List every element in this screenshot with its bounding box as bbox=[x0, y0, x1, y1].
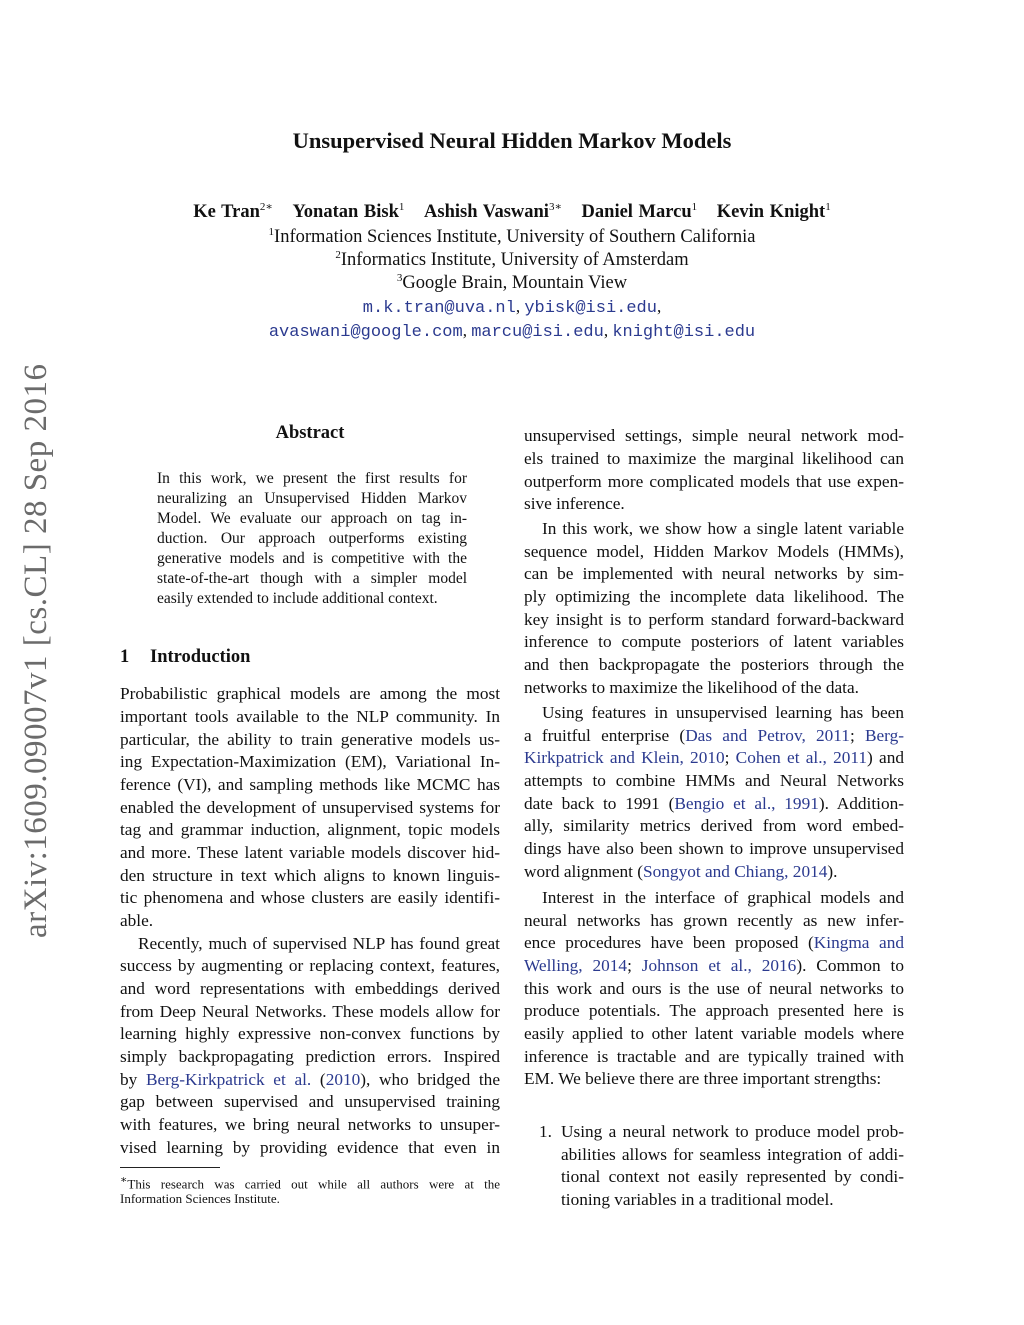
email-link[interactable]: m.k.tran@uva.nl bbox=[362, 299, 516, 318]
text-line: and more. These latent variable models discover hid- bbox=[120, 843, 500, 862]
author: Ke Tran$^{2∗}$ bbox=[193, 201, 273, 223]
text-line: by Berg-Kirkpatrick et al. (2010), who bridged the bbox=[120, 1070, 500, 1089]
text-line: and word representations with embeddings derived bbox=[120, 979, 500, 998]
list-number: 1. bbox=[539, 1122, 552, 1141]
text-line: simply backpropagating prediction errors. Inspired bbox=[120, 1047, 500, 1066]
text-line: a fruitful enterprise (Das and Petrov, 2011; Berg- bbox=[524, 726, 905, 745]
email-line: avaswani@google.com, marcu@isi.edu, knight@isi.edu bbox=[268, 321, 756, 342]
text-line: tag and grammar induction, alignment, topic models bbox=[120, 820, 500, 839]
footnote: ∗This research was carried out while all authors were at the bbox=[120, 1174, 500, 1192]
text-line: duction. Our approach outperforms existing bbox=[157, 530, 467, 547]
citation-link[interactable]: Bengio et al., 1991 bbox=[674, 794, 819, 813]
text-line: ference (VI), and sampling methods like MCMC has bbox=[120, 775, 500, 794]
footnote: Information Sciences Institute. bbox=[120, 1191, 280, 1206]
text-line: attempts to combine HMMs and Neural Networks bbox=[524, 771, 904, 790]
affiliation: $^3$Google Brain, Mountain View bbox=[396, 272, 628, 294]
text-line: with features, we bring neural networks to unsuper- bbox=[120, 1115, 500, 1134]
text-line: unsupervised settings, simple neural network mod- bbox=[524, 426, 904, 445]
text-line: vised learning by providing evidence that even in bbox=[120, 1138, 500, 1157]
citation-link[interactable]: Cohen et al., 2011 bbox=[735, 748, 868, 767]
text-line: Recently, much of supervised NLP has found great bbox=[138, 934, 500, 953]
text-line: key insight is to perform standard forward-backward bbox=[524, 610, 904, 629]
text-line: word alignment (Songyot and Chiang, 2014). bbox=[524, 862, 838, 881]
text-line: sive inference. bbox=[524, 494, 625, 513]
text-line: EM. We believe there are three important strengths: bbox=[524, 1069, 882, 1088]
text-line: and then backpropagate the posteriors through the bbox=[524, 655, 904, 674]
text-line: able. bbox=[120, 911, 154, 930]
text-line: ply optimizing the incomplete data likelihood. The bbox=[524, 587, 904, 606]
text-line: neural networks has grown recently as new infer- bbox=[524, 911, 904, 930]
author: Kevin Knight$^1$ bbox=[716, 201, 831, 223]
text-line: easily applied to other latent variable models where bbox=[524, 1024, 904, 1043]
text-line: dings have also been shown to improve unsupervised bbox=[524, 839, 904, 858]
text-line: success by augmenting or replacing context, features, bbox=[120, 956, 500, 975]
text-line: Using features in unsupervised learning has been bbox=[542, 703, 904, 722]
text-line: date back to 1991 (Bengio et al., 1991). Addition- bbox=[524, 794, 904, 813]
email-link[interactable]: knight@isi.edu bbox=[612, 323, 756, 342]
author: Yonatan Bisk$^1$ bbox=[292, 201, 405, 223]
text-line: Welling, 2014; Johnson et al., 2016). Common to bbox=[524, 956, 904, 975]
author: Daniel Marcu$^1$ bbox=[581, 201, 698, 223]
text-line: ing Expectation-Maximization (EM), Variational In- bbox=[120, 752, 500, 771]
list-item-line: abilities allows for seamless integration of addi- bbox=[561, 1145, 904, 1164]
citation-link[interactable]: Das and Petrov, 2011 bbox=[685, 726, 850, 745]
text-line: networks to maximize the likelihood of the data. bbox=[524, 678, 859, 697]
text-line: Kirkpatrick and Klein, 2010; Cohen et al., 2011) and bbox=[524, 748, 904, 767]
text-line: this work and ours is the use of neural networks to bbox=[524, 979, 904, 998]
text-line: els trained to maximize the marginal likelihood can bbox=[524, 449, 904, 468]
affiliation: $^2$Informatics Institute, University of Amsterdam bbox=[335, 249, 689, 271]
paper-title: Unsupervised Neural Hidden Markov Models bbox=[292, 128, 732, 153]
text-line: inference is tractable and are typically trained with bbox=[524, 1047, 904, 1066]
text-line: Probabilistic graphical models are among the most bbox=[120, 684, 500, 703]
text-line: generative models and is competitive with the bbox=[157, 550, 467, 567]
text-line: tic phenomena and whose clusters are easily identifi- bbox=[120, 888, 500, 907]
text-line: gap between supervised and unsupervised training bbox=[120, 1092, 500, 1111]
text-line: ence procedures have been proposed (Kingma and bbox=[524, 933, 904, 952]
text-line: neuralizing an Unsupervised Hidden Markov bbox=[157, 490, 467, 507]
text-line: den structure in text which aligns to known linguis- bbox=[120, 866, 500, 885]
email-link[interactable]: marcu@isi.edu bbox=[471, 323, 604, 342]
section-title: Introduction bbox=[150, 647, 251, 667]
text-line: easily extended to include additional context. bbox=[157, 590, 438, 607]
list-item-line: Using a neural network to produce model prob- bbox=[561, 1122, 904, 1141]
citation-link[interactable]: Berg- bbox=[864, 726, 905, 745]
author-list bbox=[0, 200, 1024, 223]
citation-link[interactable]: Welling, 2014 bbox=[524, 956, 628, 975]
citation-link[interactable]: Kingma and bbox=[813, 933, 904, 952]
text-line: Model. We evaluate our approach on tag in- bbox=[157, 510, 467, 527]
list-item-line: tioning variables in a traditional model. bbox=[561, 1190, 834, 1209]
text-line: Interest in the interface of graphical models and bbox=[542, 888, 904, 907]
email-link[interactable]: ybisk@isi.edu bbox=[524, 299, 657, 318]
email-line: m.k.tran@uva.nl, ybisk@isi.edu, bbox=[362, 297, 662, 318]
citation-link[interactable]: Johnson et al., 2016 bbox=[641, 956, 797, 975]
footnote-rule bbox=[120, 1167, 220, 1168]
citation-link[interactable]: 2010 bbox=[325, 1070, 361, 1089]
text-line: In this work, we show how a single latent variable bbox=[542, 519, 904, 538]
text-line: inference to compute posteriors of latent variables bbox=[524, 632, 904, 651]
abstract-heading: Abstract bbox=[275, 423, 345, 443]
email-link[interactable]: avaswani@google.com bbox=[268, 323, 463, 342]
text-line: enabled the development of unsupervised systems for bbox=[120, 798, 500, 817]
text-line: state-of-the-art though with a simpler model bbox=[157, 570, 467, 587]
text-line: particular, the ability to train generative models us- bbox=[120, 730, 500, 749]
citation-link[interactable]: Songyot and Chiang, 2014 bbox=[643, 862, 828, 881]
text-line: learning highly expressive non-convex functions by bbox=[120, 1024, 500, 1043]
text-line: important tools available to the NLP community. In bbox=[120, 707, 500, 726]
section-number: 1 bbox=[120, 647, 130, 667]
text-line: produce potentials. The approach presented here is bbox=[524, 1001, 904, 1020]
citation-link[interactable]: Kirkpatrick and Klein, 2010 bbox=[524, 748, 725, 767]
citation-link[interactable]: Berg-Kirkpatrick et al. bbox=[145, 1070, 312, 1089]
list-item-line: tional context not easily represented by condi- bbox=[561, 1167, 904, 1186]
arxiv-identifier: arXiv:1609.09007v1 [cs.CL] 28 Sep 2016 bbox=[18, 363, 54, 938]
text-line: outperform more complicated models that use expen- bbox=[524, 472, 904, 491]
text-line: sequence model, Hidden Markov Models (HMMs), bbox=[524, 542, 904, 561]
text-line: ally, similarity metrics derived from word embed- bbox=[524, 816, 904, 835]
text-line: from Deep Neural Networks. These models allow for bbox=[120, 1002, 500, 1021]
affiliation: $^1$Information Sciences Institute, University of Southern California bbox=[268, 226, 756, 248]
text-line: can be implemented with neural networks by sim- bbox=[524, 564, 904, 583]
author: Ashish Vaswani$^{3∗}$ bbox=[424, 201, 562, 223]
text-line: In this work, we present the first results for bbox=[157, 470, 467, 487]
